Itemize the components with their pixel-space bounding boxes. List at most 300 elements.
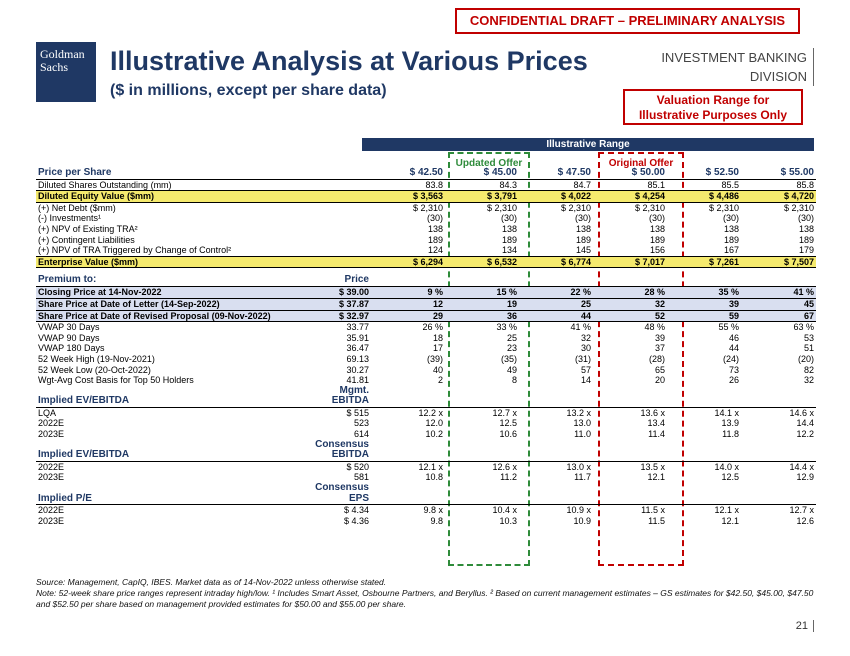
illustrative-range-header: Illustrative Range <box>362 138 814 151</box>
table-cell: 46 <box>728 332 739 343</box>
table-row <box>36 168 816 179</box>
table-cell <box>371 483 445 494</box>
table-row <box>36 191 816 203</box>
table-cell: $ 6,532 <box>445 256 519 268</box>
table-cell: Consensus <box>315 438 369 450</box>
table-cell: 189 <box>501 234 517 245</box>
table-cell: (30) <box>722 213 739 224</box>
table-cell: 33.77 <box>346 322 369 333</box>
table-cell: 2022E <box>38 461 65 472</box>
table-cell: 33 % <box>496 322 517 333</box>
table-cell <box>519 396 593 407</box>
table-cell: 63 % <box>793 322 814 333</box>
table-cell: 12.1 x <box>418 461 443 472</box>
table-cell: $ 4.36 <box>343 515 369 526</box>
table-cell: 167 <box>667 245 741 256</box>
table-cell: (-) Investments¹ <box>38 213 102 224</box>
table-cell <box>519 440 593 451</box>
valuation-note-line2: Illustrative Purposes Only <box>638 108 788 122</box>
table-cell <box>741 440 816 451</box>
table-row <box>36 274 816 287</box>
table-cell <box>667 274 741 287</box>
table-row <box>36 213 816 224</box>
table-cell: Mgmt. <box>339 384 369 396</box>
division-label <box>661 48 814 86</box>
table-cell: $ 45.00 <box>445 168 519 179</box>
table-cell: 36.47 <box>346 343 369 354</box>
table-row <box>36 429 816 440</box>
table-cell: $ 50.00 <box>593 168 667 179</box>
table-cell: 83.8 <box>425 179 443 190</box>
table-cell: Closing Price at 14-Nov-2022 <box>36 287 291 299</box>
table-cell: 12.1 <box>721 515 739 526</box>
table-cell: $ 2,310 <box>486 202 517 213</box>
source-note: Source: Management, CapIQ, IBES. Market data as of 14-Nov-2022 unless otherwise stated. <box>36 577 387 587</box>
table-cell <box>519 386 593 397</box>
table-row <box>36 516 816 527</box>
table-row <box>36 472 816 483</box>
table-cell: 156 <box>593 245 667 256</box>
table-cell: $ 7,261 <box>667 256 741 268</box>
footnotes <box>36 577 816 610</box>
table-cell: 73 <box>728 364 739 375</box>
table-cell <box>291 245 371 256</box>
table-row <box>36 386 816 397</box>
division-line2: DIVISION <box>749 69 807 84</box>
table-cell: 9.8 x <box>423 505 443 516</box>
table-cell: 14.6 x <box>789 407 814 418</box>
table-cell <box>741 386 816 397</box>
table-cell: (20) <box>797 353 814 364</box>
table-cell <box>741 450 816 461</box>
confidential-banner: CONFIDENTIAL DRAFT – PRELIMINARY ANALYSIS <box>455 8 800 34</box>
table-cell: Premium to: <box>36 274 291 287</box>
table-cell: 12.5 <box>499 418 517 429</box>
table-cell: Enterprise Value ($mm) <box>36 256 291 268</box>
table-cell: $ 6,294 <box>371 256 445 268</box>
table-cell: (+) Contingent Liabilities <box>38 234 135 245</box>
table-cell <box>593 274 667 287</box>
table-cell: 11.5 x <box>641 505 665 516</box>
table-cell: (39) <box>426 353 443 364</box>
table-cell: 22 % <box>519 287 593 299</box>
table-cell: 14 <box>580 375 591 386</box>
table-cell: $ 4,720 <box>741 191 816 203</box>
table-cell: 65 <box>654 364 665 375</box>
table-cell: Price <box>291 274 371 287</box>
table-cell <box>667 483 741 494</box>
table-cell: 84.7 <box>573 179 591 190</box>
logo-line1: Goldman <box>40 47 85 61</box>
table-cell: 8 <box>511 375 517 386</box>
note-text: Note: 52-week share price ranges represent intraday high/low. ¹ Includes Smart Asset, Osbourne Partners, and Beryllus. ² Based on current management estimates – GS estimates for $42.50, $45.00, $47.50 and $52.50 per share based on management provided estimates for $50.00 and $55.00 per share. <box>36 588 814 609</box>
table-cell: 9 % <box>371 287 445 299</box>
table-row <box>36 407 816 418</box>
valuation-range-note <box>623 89 803 125</box>
table-cell <box>445 274 519 287</box>
table-cell <box>519 494 593 505</box>
table-cell: $ 4.34 <box>343 505 369 516</box>
table-cell: 13.4 <box>647 418 665 429</box>
table-cell <box>371 396 445 407</box>
table-cell: 59 <box>667 310 741 322</box>
table-cell: 11.2 <box>500 472 517 483</box>
table-row <box>36 396 816 407</box>
table-row <box>36 333 816 344</box>
table-cell: 85.1 <box>647 179 665 190</box>
table-cell <box>593 396 667 407</box>
table-cell: 13.2 x <box>566 407 591 418</box>
table-cell: $ 520 <box>346 461 369 472</box>
table-cell: 84.3 <box>499 179 517 190</box>
table-cell: 145 <box>519 245 593 256</box>
table-cell: (28) <box>648 353 665 364</box>
table-cell: 179 <box>741 245 816 256</box>
table-cell: 11.4 <box>648 429 665 440</box>
table-cell: 85.5 <box>721 179 739 190</box>
table-cell: 12.5 <box>721 472 739 483</box>
table-cell <box>291 235 371 246</box>
table-cell: 189 <box>427 234 443 245</box>
page-title: Illustrative Analysis at Various Prices <box>110 46 588 76</box>
table-cell: 52 Week Low (20-Oct-2022) <box>38 364 151 375</box>
table-cell: 138 <box>723 223 739 234</box>
table-cell: 15 % <box>445 287 519 299</box>
table-cell: 55 % <box>718 322 739 333</box>
table-cell: (30) <box>500 213 517 224</box>
table-cell: $ 2,310 <box>708 202 739 213</box>
table-cell: 53 <box>803 332 814 343</box>
table-row <box>36 224 816 235</box>
table-cell: 12.9 <box>796 472 814 483</box>
table-cell: 2023E <box>38 472 65 483</box>
table-cell: 35 % <box>667 287 741 299</box>
table-cell: 189 <box>649 234 665 245</box>
table-cell: $ 515 <box>346 407 369 418</box>
table-cell <box>741 494 816 505</box>
valuation-note-line1: Valuation Range for <box>656 93 770 107</box>
table-row <box>36 505 816 516</box>
table-cell: 29 <box>371 310 445 322</box>
table-cell: 9.8 <box>430 515 443 526</box>
table-cell: VWAP 180 Days <box>38 343 105 354</box>
table-cell: 41 % <box>570 322 591 333</box>
table-cell: $ 3,791 <box>445 191 519 203</box>
table-cell: 13.6 x <box>640 407 665 418</box>
table-cell <box>291 168 371 179</box>
table-cell <box>593 483 667 494</box>
table-cell: $ 2,310 <box>783 202 814 213</box>
table-cell: 11.0 <box>574 429 591 440</box>
table-cell <box>593 386 667 397</box>
original-offer-label: Original Offer <box>608 158 674 169</box>
table-cell: 10.4 x <box>492 505 517 516</box>
table-row <box>36 235 816 246</box>
table-cell: 12.2 <box>796 429 814 440</box>
table-cell: 23 <box>506 343 517 354</box>
table-cell: EBITDA <box>291 450 371 461</box>
table-cell: 39 <box>654 332 665 343</box>
table-cell <box>371 440 445 451</box>
table-row <box>36 375 816 386</box>
table-cell: 614 <box>353 429 369 440</box>
table-cell: 19 <box>445 298 519 310</box>
table-cell <box>445 483 519 494</box>
valuation-table <box>36 168 816 526</box>
table-cell <box>741 274 816 287</box>
table-cell: 134 <box>445 245 519 256</box>
table-cell <box>519 450 593 461</box>
table-cell: Share Price at Date of Revised Proposal (09-Nov-2022) <box>36 310 291 322</box>
division-line1: INVESTMENT BANKING <box>661 50 807 65</box>
table-cell: 32 <box>803 375 814 386</box>
table-cell: 49 <box>506 364 517 375</box>
table-cell: 12.1 <box>647 472 665 483</box>
table-row <box>36 418 816 429</box>
table-cell: 17 <box>432 343 443 354</box>
table-cell: VWAP 90 Days <box>38 332 100 343</box>
table-cell: Diluted Equity Value ($mm) <box>36 191 291 203</box>
table-cell <box>593 450 667 461</box>
table-cell <box>667 396 741 407</box>
table-row <box>36 179 816 191</box>
table-cell: (31) <box>574 353 591 364</box>
table-cell: 2023E <box>38 429 65 440</box>
table-cell: 30.27 <box>346 364 369 375</box>
table-cell: 44 <box>728 343 739 354</box>
table-cell: (30) <box>648 213 665 224</box>
table-cell: 10.2 <box>425 429 443 440</box>
table-cell: $ 32.97 <box>291 310 371 322</box>
table-cell: $ 39.00 <box>291 287 371 299</box>
table-cell <box>667 494 741 505</box>
table-cell: 41.81 <box>346 375 369 386</box>
table-cell <box>291 191 371 203</box>
table-cell: 12.7 x <box>789 505 814 516</box>
table-cell: 32 <box>580 332 591 343</box>
table-cell: Share Price at Date of Letter (14-Sep-2022) <box>36 298 291 310</box>
table-cell: 14.1 x <box>714 407 739 418</box>
table-cell: LQA <box>38 407 57 418</box>
table-cell: (+) Net Debt ($mm) <box>38 202 116 213</box>
table-cell: (+) NPV of Existing TRA² <box>38 223 138 234</box>
table-row <box>36 365 816 376</box>
table-row <box>36 245 816 256</box>
table-cell: 124 <box>371 245 445 256</box>
table-cell: (35) <box>500 353 517 364</box>
table-cell: $ 4,486 <box>667 191 741 203</box>
table-cell: $ 3,563 <box>371 191 445 203</box>
table-cell: 10.6 <box>499 429 517 440</box>
table-cell: 10.9 x <box>566 505 591 516</box>
table-cell: 138 <box>798 223 814 234</box>
table-cell: 10.3 <box>499 515 517 526</box>
table-cell: EBITDA <box>291 396 371 407</box>
table-cell: 35.91 <box>346 332 369 343</box>
table-cell: Implied P/E <box>36 494 291 505</box>
table-row <box>36 494 816 505</box>
table-cell: 12 <box>371 298 445 310</box>
table-cell: (+) NPV of TRA Triggered by Change of Control² <box>36 245 291 256</box>
table-cell <box>445 494 519 505</box>
table-cell: $ 2,310 <box>634 202 665 213</box>
table-row <box>36 202 816 213</box>
table-cell: 14.4 x <box>789 461 814 472</box>
table-cell: 26 % <box>422 322 443 333</box>
table-cell: 39 <box>667 298 741 310</box>
table-cell: $ 4,022 <box>519 191 593 203</box>
table-cell <box>519 274 593 287</box>
table-cell: Price per Share <box>36 168 291 179</box>
table-cell: 41 % <box>741 287 816 299</box>
table-cell: Implied EV/EBITDA <box>36 450 291 461</box>
table-cell: 11.7 <box>574 472 591 483</box>
table-row <box>36 450 816 461</box>
table-row <box>36 440 816 451</box>
table-cell: 12.7 x <box>492 407 517 418</box>
table-cell: 138 <box>649 223 665 234</box>
table-cell: 52 <box>593 310 667 322</box>
table-cell: 581 <box>353 472 369 483</box>
table-cell: Implied EV/EBITDA <box>36 396 291 407</box>
table-cell: 13.0 x <box>566 461 591 472</box>
table-row <box>36 310 816 322</box>
table-row <box>36 287 816 299</box>
table-cell: 36 <box>445 310 519 322</box>
table-cell <box>371 386 445 397</box>
table-cell: $ 7,017 <box>593 256 667 268</box>
table-cell: Diluted Shares Outstanding (mm) <box>38 179 172 190</box>
table-cell: 10.9 <box>573 515 591 526</box>
table-row <box>36 322 816 333</box>
table-cell: $ 55.00 <box>741 168 816 179</box>
table-cell: 189 <box>723 234 739 245</box>
table-row <box>36 461 816 472</box>
table-cell <box>667 440 741 451</box>
table-cell <box>291 202 371 213</box>
table-cell: 13.9 <box>721 418 739 429</box>
table-cell <box>741 396 816 407</box>
table-cell <box>445 386 519 397</box>
table-cell <box>445 450 519 461</box>
table-cell: (30) <box>426 213 443 224</box>
table-cell: 189 <box>798 234 814 245</box>
table-cell: 67 <box>741 310 816 322</box>
table-cell: 13.5 x <box>640 461 665 472</box>
table-cell: 138 <box>501 223 517 234</box>
table-cell: 48 % <box>644 322 665 333</box>
table-cell: 20 <box>654 375 665 386</box>
table-cell: $ 37.87 <box>291 298 371 310</box>
table-cell: 138 <box>575 223 591 234</box>
updated-offer-label: Updated Offer <box>455 158 523 169</box>
table-cell: 14.0 x <box>714 461 739 472</box>
table-cell <box>741 483 816 494</box>
table-cell: 2022E <box>38 418 65 429</box>
table-cell <box>667 386 741 397</box>
table-cell: 25 <box>519 298 593 310</box>
table-cell: $ 2,310 <box>412 202 443 213</box>
table-cell: (24) <box>722 353 739 364</box>
table-cell: 10.8 <box>425 472 443 483</box>
table-cell: 2023E <box>38 515 65 526</box>
table-cell: Wgt-Avg Cost Basis for Top 50 Holders <box>38 375 194 386</box>
table-cell: $ 2,310 <box>560 202 591 213</box>
table-cell <box>371 450 445 461</box>
table-cell: 26 <box>728 375 739 386</box>
table-cell: 18 <box>432 332 443 343</box>
table-cell: 57 <box>580 364 591 375</box>
table-cell: 69.13 <box>346 353 369 364</box>
table-cell: (30) <box>574 213 591 224</box>
table-cell: $ 42.50 <box>371 168 445 179</box>
table-cell: 138 <box>427 223 443 234</box>
table-cell: 52 Week High (19-Nov-2021) <box>38 353 155 364</box>
table-cell <box>371 494 445 505</box>
table-cell: $ 52.50 <box>667 168 741 179</box>
table-cell: 44 <box>519 310 593 322</box>
table-cell: 11.5 <box>648 515 665 526</box>
table-cell: 82 <box>803 364 814 375</box>
table-cell <box>291 256 371 268</box>
table-cell: (30) <box>797 213 814 224</box>
table-cell <box>519 483 593 494</box>
table-cell <box>445 440 519 451</box>
table-cell: Consensus <box>315 482 369 494</box>
table-row <box>36 298 816 310</box>
table-cell <box>371 274 445 287</box>
table-cell: 32 <box>593 298 667 310</box>
table-cell: 51 <box>803 343 814 354</box>
table-cell: 28 % <box>593 287 667 299</box>
table-cell <box>593 440 667 451</box>
table-cell: 12.0 <box>425 418 443 429</box>
table-row <box>36 483 816 494</box>
table-cell: VWAP 30 Days <box>38 322 100 333</box>
table-cell: 12.6 <box>796 515 814 526</box>
table-row <box>36 343 816 354</box>
table-cell: 85.8 <box>796 179 814 190</box>
table-cell: 40 <box>432 364 443 375</box>
table-cell: 2 <box>437 375 443 386</box>
page-number: 21 <box>796 620 814 632</box>
page-subtitle: ($ in millions, except per share data) <box>110 82 387 99</box>
table-cell <box>291 224 371 235</box>
table-cell <box>291 213 371 224</box>
table-cell <box>291 179 371 191</box>
table-row <box>36 256 816 268</box>
table-cell <box>667 450 741 461</box>
table-cell <box>593 494 667 505</box>
table-cell: $ 4,254 <box>593 191 667 203</box>
table-cell: 11.8 <box>722 429 739 440</box>
table-row <box>36 354 816 365</box>
table-cell: 189 <box>575 234 591 245</box>
goldman-sachs-logo <box>36 42 96 102</box>
table-cell: 2022E <box>38 505 65 516</box>
table-cell: 14.4 <box>796 418 814 429</box>
table-cell: 13.0 <box>573 418 591 429</box>
table-cell: $ 7,507 <box>741 256 816 268</box>
table-cell: 30 <box>580 343 591 354</box>
table-cell: $ 6,774 <box>519 256 593 268</box>
table-cell <box>445 396 519 407</box>
table-cell: 12.2 x <box>418 407 443 418</box>
table-cell: 12.6 x <box>492 461 517 472</box>
table-cell: 37 <box>654 343 665 354</box>
logo-line2: Sachs <box>40 60 68 74</box>
table-cell: 25 <box>506 332 517 343</box>
